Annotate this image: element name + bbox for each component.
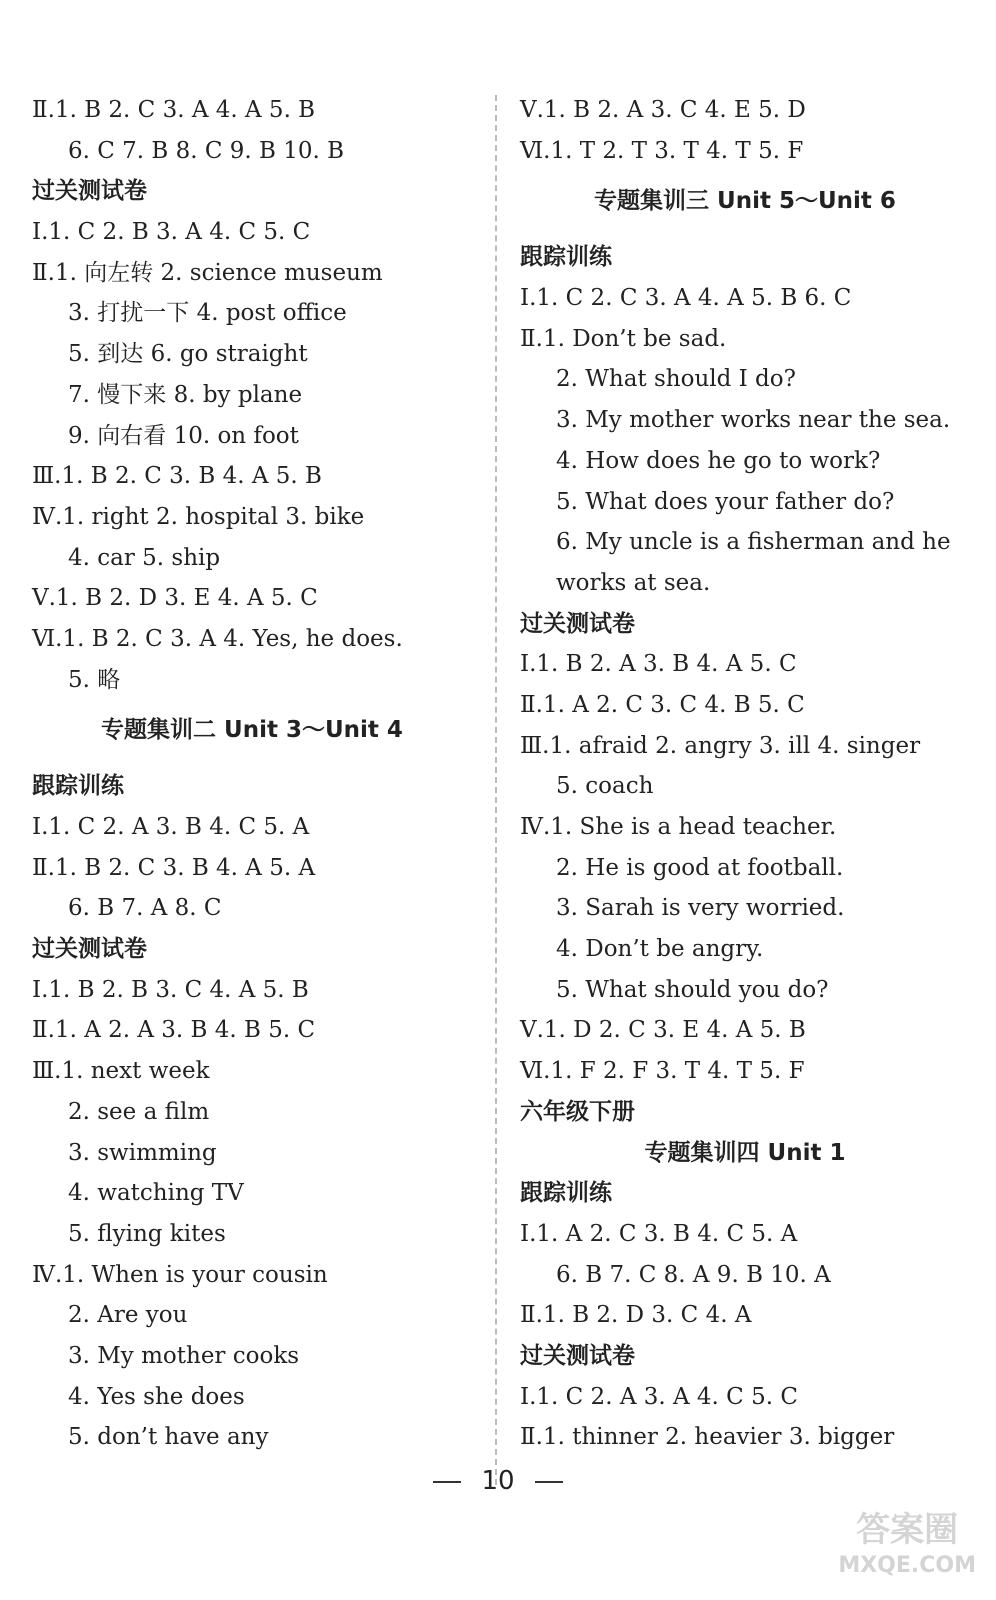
section-heading: 过关测试卷	[32, 936, 147, 963]
answer-line: Ⅰ.1. B 2. A 3. B 4. A 5. C	[520, 651, 797, 678]
section-heading: 跟踪训练	[32, 773, 124, 800]
answer-line: Ⅵ.1. F 2. F 3. T 4. T 5. F	[520, 1058, 805, 1085]
footer-dash-left	[433, 1481, 461, 1483]
answer-line: works at sea.	[556, 569, 711, 596]
answer-line: 5. coach	[556, 773, 654, 800]
column-divider	[495, 95, 497, 1485]
section-heading: 跟踪训练	[520, 1180, 612, 1207]
right-column	[520, 90, 970, 1458]
answer-line: 2. see a film	[68, 1098, 210, 1125]
section-heading: 过关测试卷	[520, 1342, 635, 1369]
answer-line: 4. watching TV	[68, 1180, 244, 1207]
answer-line: 9. 向右看 10. on foot	[68, 422, 299, 449]
answer-line: 3. Sarah is very worried.	[556, 895, 845, 922]
answer-line: 2. Are you	[68, 1302, 188, 1329]
left-column	[32, 90, 472, 1458]
answer-line: 6. C 7. B 8. C 9. B 10. B	[68, 137, 345, 164]
unit-title: 专题集训二 Unit 3～Unit 4	[101, 717, 403, 744]
answer-line: Ⅵ.1. B 2. C 3. A 4. Yes, he does.	[32, 625, 403, 652]
answer-line: 4. Don’t be angry.	[556, 936, 764, 963]
watermark-logo	[838, 1512, 976, 1584]
answer-line: Ⅰ.1. B 2. B 3. C 4. A 5. B	[32, 976, 309, 1003]
answer-line: 6. B 7. A 8. C	[68, 895, 222, 922]
answer-line: Ⅴ.1. B 2. A 3. C 4. E 5. D	[520, 97, 806, 123]
answer-line: 5. don’t have any	[68, 1424, 269, 1451]
section-heading: 跟踪训练	[520, 244, 612, 271]
watermark-line1: 答案圈	[856, 1510, 959, 1550]
page-footer	[0, 1466, 996, 1496]
answer-line: 6. B 7. C 8. A 9. B 10. A	[556, 1261, 831, 1288]
answer-line: Ⅴ.1. D 2. C 3. E 4. A 5. B	[520, 1017, 806, 1044]
answer-line: Ⅱ.1. B 2. C 3. B 4. A 5. A	[32, 854, 316, 881]
answer-line: 5. flying kites	[68, 1220, 226, 1247]
answer-line: Ⅲ.1. afraid 2. angry 3. ill 4. singer	[520, 732, 921, 759]
answer-line: Ⅵ.1. T 2. T 3. T 4. T 5. F	[520, 137, 804, 164]
answer-line: 2. What should I do?	[556, 366, 796, 393]
answer-line: Ⅰ.1. C 2. C 3. A 4. A 5. B 6. C	[520, 285, 852, 312]
section-heading: 六年级下册	[520, 1098, 635, 1125]
answer-line: 5. 到达 6. go straight	[68, 341, 308, 368]
answer-line: Ⅱ.1. 向左转 2. science museum	[32, 259, 383, 286]
answer-line: 3. My mother cooks	[68, 1342, 300, 1369]
answer-line: Ⅱ.1. B 2. D 3. C 4. A	[520, 1302, 752, 1329]
answer-line: Ⅰ.1. C 2. B 3. A 4. C 5. C	[32, 219, 311, 246]
unit-title: 专题集训四 Unit 1	[644, 1139, 846, 1166]
answer-line: 5. What should you do?	[556, 976, 829, 1003]
answer-line: 4. car 5. ship	[68, 544, 221, 571]
section-heading: 过关测试卷	[32, 178, 147, 205]
watermark-line2: MXQE.COM	[838, 1553, 976, 1578]
answer-line: Ⅳ.1. right 2. hospital 3. bike	[32, 503, 365, 530]
answer-line: Ⅱ.1. A 2. A 3. B 4. B 5. C	[32, 1017, 316, 1044]
answer-line: 3. swimming	[68, 1139, 217, 1166]
answer-line: 5. What does your father do?	[556, 488, 895, 515]
answer-line: 4. Yes she does	[68, 1383, 245, 1410]
footer-dash-right	[535, 1481, 563, 1483]
answer-line: 6. My uncle is a fisherman and he	[556, 529, 951, 556]
answer-line: Ⅴ.1. B 2. D 3. E 4. A 5. C	[32, 585, 318, 612]
answer-line: 5. 略	[68, 666, 121, 693]
answer-line: Ⅰ.1. C 2. A 3. A 4. C 5. C	[520, 1383, 798, 1410]
answer-line: Ⅳ.1. She is a head teacher.	[520, 814, 837, 840]
answer-line: 3. My mother works near the sea.	[556, 407, 951, 434]
answer-line: Ⅲ.1. next week	[32, 1058, 210, 1085]
answer-line: 4. How does he go to work?	[556, 447, 881, 474]
answer-line: Ⅰ.1. A 2. C 3. B 4. C 5. A	[520, 1220, 798, 1247]
answer-line: Ⅰ.1. C 2. A 3. B 4. C 5. A	[32, 814, 310, 840]
answer-line: Ⅲ.1. B 2. C 3. B 4. A 5. B	[32, 463, 322, 490]
section-heading: 过关测试卷	[520, 610, 635, 637]
answer-line: Ⅱ.1. A 2. C 3. C 4. B 5. C	[520, 691, 805, 718]
answer-line: Ⅱ.1. Don’t be sad.	[520, 325, 727, 352]
answer-line: 2. He is good at football.	[556, 854, 844, 881]
unit-title: 专题集训三 Unit 5～Unit 6	[594, 188, 896, 215]
answer-line: Ⅳ.1. When is your cousin	[32, 1261, 328, 1288]
answer-line: Ⅱ.1. B 2. C 3. A 4. A 5. B	[32, 97, 316, 123]
answer-line: 3. 打扰一下 4. post office	[68, 300, 347, 327]
answer-line: Ⅱ.1. thinner 2. heavier 3. bigger	[520, 1424, 895, 1451]
page-number: 10	[481, 1466, 515, 1496]
answer-line: 7. 慢下来 8. by plane	[68, 381, 303, 408]
